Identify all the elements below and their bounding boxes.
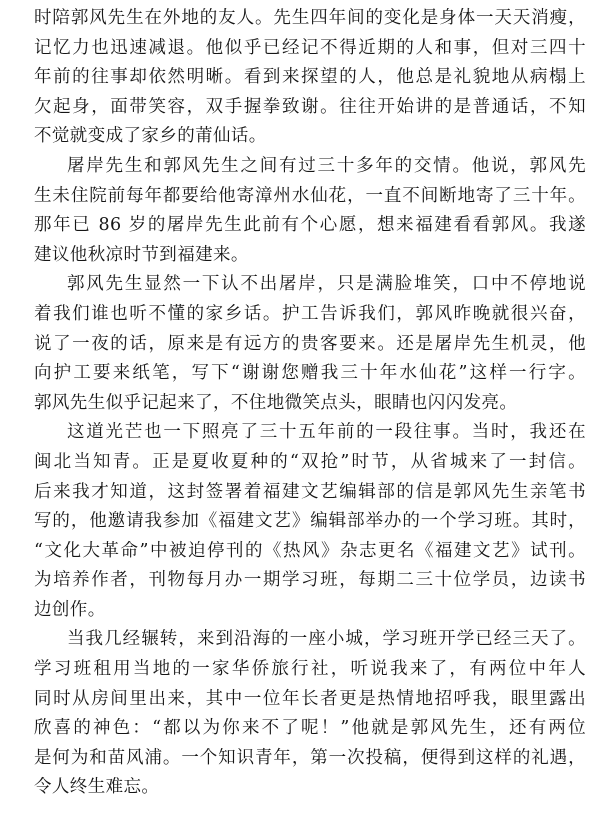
text-line: 那年已 86 岁的屠岸先生此前有个心愿，想来福建看看郭风。我遂 [34, 215, 586, 236]
text-line: 为培养作者，刊物每月办一期学习班，每期二三十位学员，边读书 [34, 570, 586, 591]
text-line: 是何为和苗风浦。一个知识青年，第一次投稿，便得到这样的礼遇， [34, 747, 586, 768]
text-line: “文化大革命”中被迫停刊的《热风》杂志更名《福建文艺》试刊。 [34, 540, 586, 561]
paragraph-p2 [34, 152, 586, 270]
text-line: 后来我才知道，这封签署着福建文艺编辑部的信是郭风先生亲笔书 [34, 481, 586, 502]
text-line: 欠起身，面带笑容，双手握拳致谢。往往开始讲的是普通话，不知 [34, 96, 586, 117]
paragraph-p3 [34, 270, 586, 418]
text-line: 不觉就变成了家乡的莆仙话。 [34, 126, 267, 147]
paragraph-p4 [34, 418, 586, 625]
text-line: 学习班租用当地的一家华侨旅行社，听说我来了，有两位中年人 [34, 659, 586, 680]
paragraph-p1 [34, 4, 586, 152]
text-line: 年前的往事却依然明晰。看到来探望的人，他总是礼貌地从病榻上 [34, 67, 586, 88]
text-line: 郭风先生似乎记起来了，不住地微笑点头，眼睛也闪闪发亮。 [34, 392, 518, 413]
text-line: 当我几经辗转，来到沿海的一座小城，学习班开学已经三天了。 [67, 629, 586, 650]
text-line: 郭风先生显然一下认不出屠岸，只是满脸堆笑，口中不停地说 [67, 274, 586, 295]
text-line: 令人终生难忘。 [34, 777, 160, 798]
paragraph-p5 [34, 625, 586, 803]
text-line: 欣喜的神色：“都以为你来不了呢！”他就是郭风先生，还有两位 [34, 718, 586, 739]
text-line: 同时从房间里出来，其中一位年长者更是热情地招呼我，眼里露出 [34, 688, 586, 709]
text-line: 向护工要来纸笔，写下“谢谢您赠我三十年水仙花”这样一行字。 [34, 363, 586, 384]
text-line: 着我们谁也听不懂的家乡话。护工告诉我们，郭风昨晚就很兴奋， [34, 303, 586, 324]
text-line: 记忆力也迅速减退。他似乎已经记不得近期的人和事，但对三四十 [34, 37, 586, 58]
text-line: 屠岸先生和郭风先生之间有过三十多年的交情。他说，郭风先 [67, 155, 586, 176]
text-line: 这道光芒也一下照亮了三十五年前的一段往事。当时，我还在 [67, 422, 586, 443]
text-line: 写的，他邀请我参加《福建文艺》编辑部举办的一个学习班。其时， [34, 511, 586, 532]
text-line: 建议他秋凉时节到福建来。 [34, 244, 249, 265]
text-line: 生未住院前每年都要给他寄漳州水仙花，一直不间断地寄了三十年。 [34, 185, 586, 206]
text-line: 说了一夜的话，原来是有远方的贵客要来。还是屠岸先生机灵，他 [34, 333, 586, 354]
text-line: 时陪郭风先生在外地的友人。先生四年间的变化是身体一天天消瘦， [34, 8, 586, 28]
text-line: 闽北当知青。正是夏收夏种的“双抢”时节，从省城来了一封信。 [34, 451, 586, 472]
text-line: 边创作。 [34, 599, 106, 620]
